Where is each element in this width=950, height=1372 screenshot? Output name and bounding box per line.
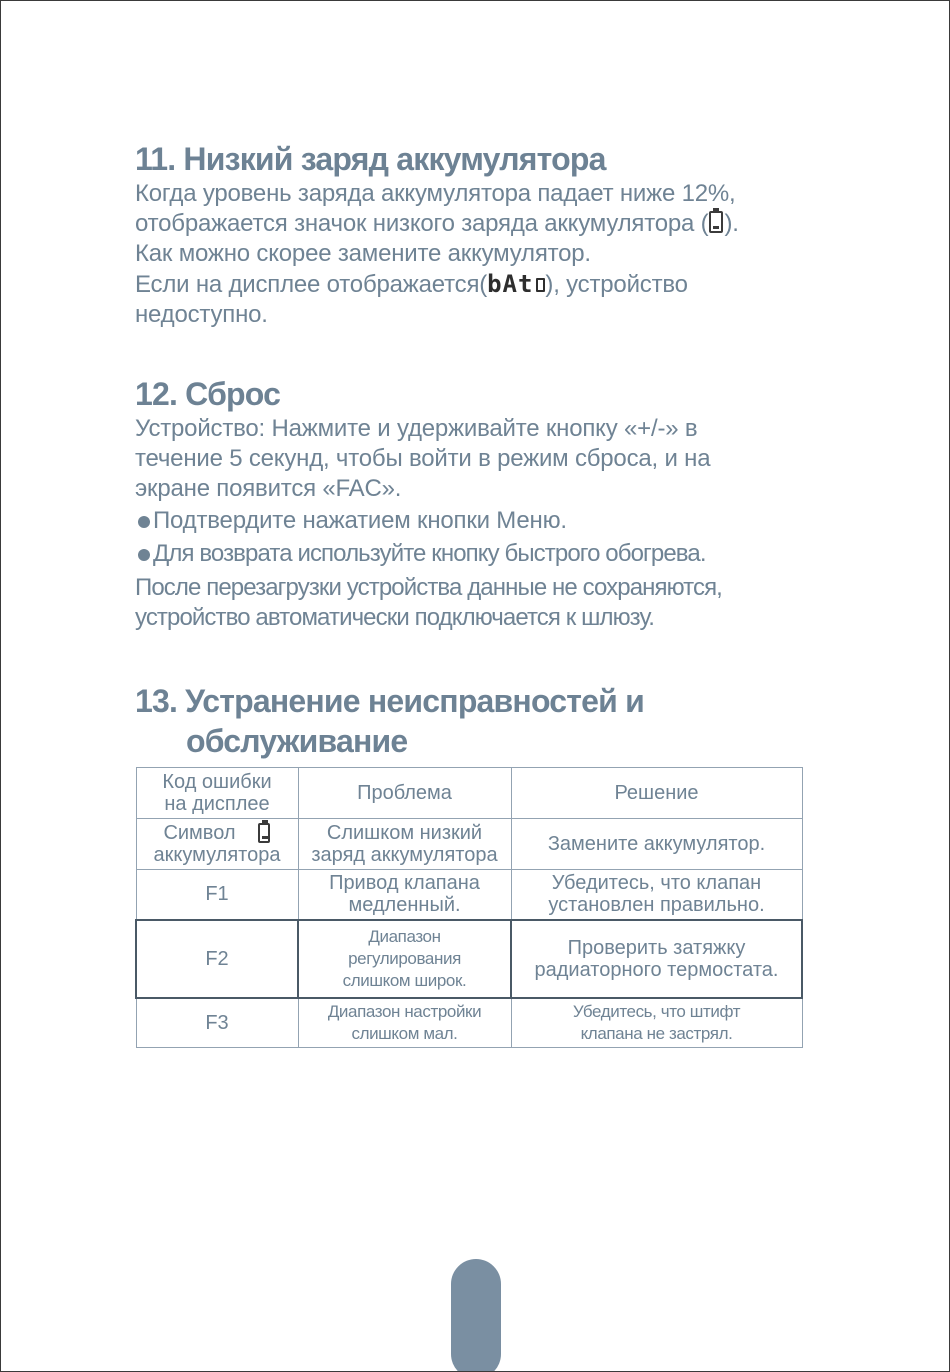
paragraph-line (135, 209, 825, 239)
paragraph-line: экране появится «FAC». (135, 475, 402, 502)
table-header-cell (136, 768, 298, 819)
bullet-text: Подтвердите нажатием кнопки Меню. (153, 507, 567, 534)
cell-line: Слишком низкий (326, 822, 483, 844)
bullet-item (135, 539, 825, 569)
cell-line: клапана не застрял. (580, 1023, 733, 1043)
table-header-row (136, 768, 802, 819)
table-cell (136, 819, 298, 870)
table-cell (136, 870, 298, 920)
page-number-tab (451, 1259, 501, 1372)
cell-line (141, 822, 294, 844)
section-title (135, 681, 825, 761)
paragraph-line: Как можно скорее замените аккумулятор. (135, 240, 591, 267)
cell-line: Код ошибки (162, 771, 272, 793)
cell-line: слишком мал. (351, 1023, 458, 1043)
cell-line: Диапазон настройки (327, 1001, 482, 1021)
table-cell (136, 920, 298, 998)
table-cell (298, 920, 511, 998)
cell-line: слишком широк. (342, 970, 467, 990)
section-title: 12. Сброс (135, 376, 281, 412)
text: отображается значок низкого заряда аккумулятора ( (135, 210, 709, 237)
low-battery-icon (709, 211, 723, 233)
cell-line: Диапазон (368, 926, 441, 946)
cell-line: Привод клапана (329, 872, 480, 895)
section-troubleshooting (135, 681, 825, 761)
table-cell (511, 819, 802, 870)
text: Если на дисплее отображается( (135, 271, 488, 298)
bullet-text: Для возврата используйте кнопку быстрого обогрева. (153, 540, 706, 567)
text: ), устройство (545, 271, 688, 298)
table-cell (298, 819, 511, 870)
cell-line: Решение (614, 782, 699, 804)
cell-line: Убедитесь, что клапан (551, 872, 762, 895)
table-row (136, 998, 802, 1048)
cell-line: установлен правильно. (548, 894, 765, 917)
table-row (136, 870, 802, 920)
title-line: обслуживание (186, 723, 408, 759)
section-reset (135, 374, 825, 633)
cell-line: F1 (205, 883, 229, 906)
paragraph-line: устройство автоматически подключается к шлюзу. (135, 604, 654, 631)
cell-line: радиаторного термостата. (534, 958, 779, 981)
paragraph-line (135, 269, 825, 300)
cell-line: Проверить затяжку (567, 936, 746, 959)
cell-line: аккумулятора (153, 844, 281, 866)
bullet-dot-icon (138, 549, 150, 561)
text: ). (724, 210, 739, 237)
cell-line: медленный. (348, 894, 461, 917)
section-low-battery (135, 139, 825, 330)
cell-text: Символ (163, 822, 236, 844)
bullet-item (135, 506, 825, 536)
cell-line: Убедитесь, что штифт (572, 1001, 741, 1021)
cell-line: регулирования (348, 948, 461, 968)
cell-line: F3 (205, 1011, 229, 1034)
bullet-dot-icon (138, 516, 150, 528)
page-content (135, 139, 825, 761)
low-battery-icon (258, 823, 270, 843)
cell-line: Проблема (357, 782, 452, 804)
table-header-cell (298, 768, 511, 819)
table-cell (511, 870, 802, 920)
cell-line: на дисплее (164, 793, 270, 815)
lcd-text: bAt (487, 270, 534, 298)
paragraph-line: Когда уровень заряда аккумулятора падает ниже 12%, (135, 180, 736, 207)
section-title: 11. Низкий заряд аккумулятора (135, 141, 606, 177)
cell-line: F2 (205, 947, 229, 970)
paragraph-line: Устройство: Нажмите и удерживайте кнопку «+/-» в (135, 415, 698, 442)
title-line: 13. Устранение неисправностей и (135, 683, 644, 719)
paragraph-line: После перезагрузки устройства данные не сохраняются, (135, 574, 722, 601)
table-row (136, 819, 802, 870)
cell-line: Замените аккумулятор. (547, 833, 766, 855)
table-cell (511, 998, 802, 1048)
troubleshooting-table (135, 767, 803, 1048)
table-cell (298, 870, 511, 920)
paragraph-line: течение 5 секунд, чтобы войти в режим сброса, и на (135, 445, 711, 472)
lcd-bat-display-icon (487, 270, 545, 298)
table-cell (511, 920, 802, 998)
table-cell (136, 998, 298, 1048)
table-cell (298, 998, 511, 1048)
paragraph-line: недоступно. (135, 301, 268, 328)
table-header-cell (511, 768, 802, 819)
cell-line: заряд аккумулятора (311, 844, 498, 866)
table-row (136, 920, 802, 998)
